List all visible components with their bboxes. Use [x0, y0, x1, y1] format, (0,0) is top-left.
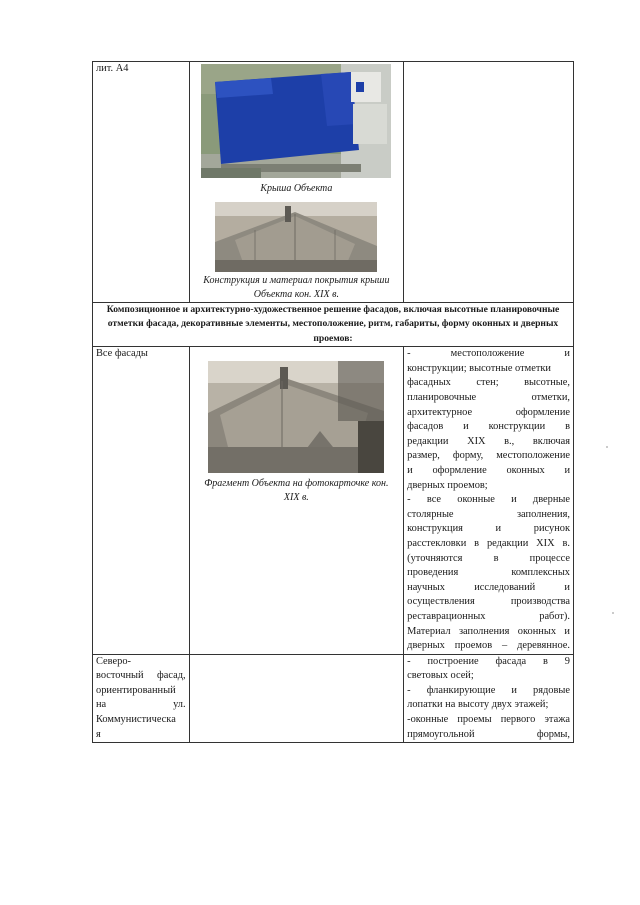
- description-cell-empty: [404, 62, 574, 303]
- section-heading: Композиционное и архитектурно-художественное решение фасадов, включая высотные планировочные отметки фасада, декоративные элементы, местоположение, ритм, габариты, форму оконных и дверных проемов:: [93, 303, 574, 347]
- facade-photo-caption: Фрагмент Объекта на фотокарточке кон. XIX в.: [204, 478, 389, 504]
- construction-caption: Конструкция и материал покрытия крыши Объекта кон. XIX в.: [203, 275, 390, 300]
- row-label-cell: [93, 62, 190, 303]
- row-label-cell: [93, 654, 190, 743]
- description-line: лопатки на высоту двух этажей;: [407, 699, 549, 711]
- description-line: - местоположение и: [407, 348, 570, 360]
- description-line: (уточняются в процессе: [407, 552, 570, 564]
- table-row-all-facades: [93, 347, 574, 654]
- historic-facade-photo: [208, 361, 384, 473]
- label-line: Северо-: [96, 655, 131, 667]
- label-line: Коммунистическа: [96, 714, 176, 726]
- label-line: я: [96, 728, 101, 740]
- row-label: Все фасады: [96, 348, 148, 360]
- description-line: - все оконные и дверные: [407, 494, 570, 506]
- roof-caption: Крыша Объекта: [260, 183, 333, 194]
- roof-construction-photo: [215, 202, 377, 272]
- description-line: конструкции; высотные отметки: [407, 362, 551, 374]
- row-label: лит. А4: [96, 63, 129, 74]
- row-label-cell: [93, 347, 190, 654]
- label-line: на ул.: [96, 699, 186, 711]
- description-line: конструкция и рисунок: [407, 523, 570, 535]
- description-line: размер, форму, местоположение: [407, 450, 570, 462]
- description-line: - построение фасада в 9: [407, 655, 570, 667]
- description-line: столярные заполнения,: [407, 508, 570, 520]
- label-line: восточный фасад,: [96, 670, 186, 682]
- scan-speck: [606, 446, 608, 448]
- description-line: дверных проемов – деревянное.: [407, 640, 570, 652]
- scan-speck: [612, 612, 614, 614]
- table-row-section-heading: [93, 303, 574, 347]
- row-label: [96, 655, 186, 743]
- description-line: расстекловки в редакции XIX в.: [407, 537, 570, 549]
- description-line: -оконные проемы первого этажа: [407, 714, 570, 726]
- description-line: прямоугольной формы,: [407, 728, 570, 740]
- description-line: редакции XIX в., включая: [407, 435, 570, 447]
- description-line: проведения комплексных: [407, 567, 570, 579]
- description-cell: [404, 347, 574, 654]
- label-line: ориентированный: [96, 684, 176, 696]
- table-row-northeast-facade: [93, 654, 574, 743]
- description-cell: [404, 654, 574, 743]
- empty-photo-cell: [189, 654, 404, 743]
- table-row-lit-a4: [93, 62, 574, 303]
- description-line: и оформление оконных и: [407, 464, 570, 476]
- northeast-facade-description: [407, 655, 570, 743]
- description-line: планировочные отметки,: [407, 392, 570, 403]
- description-line: реставрационных работ).: [407, 610, 570, 622]
- description-line: фасадных стен; высотные,: [407, 377, 570, 389]
- description-line: фасадов и конструкции в: [407, 421, 570, 433]
- photo-cell: [189, 62, 404, 303]
- object-description-table: [92, 61, 574, 743]
- photo-cell: [189, 347, 404, 654]
- description-line: осуществления производства: [407, 596, 570, 608]
- description-line: научных исследований и: [407, 581, 570, 593]
- roof-aerial-photo: [201, 64, 391, 178]
- description-line: архитектурное оформление: [407, 406, 570, 418]
- facade-description: [407, 347, 570, 653]
- description-line: - фланкирующие и рядовые: [407, 684, 570, 696]
- description-line: дверных проемов;: [407, 479, 488, 491]
- description-line: световых осей;: [407, 670, 474, 682]
- description-line: Материал заполнения оконных и: [407, 625, 570, 637]
